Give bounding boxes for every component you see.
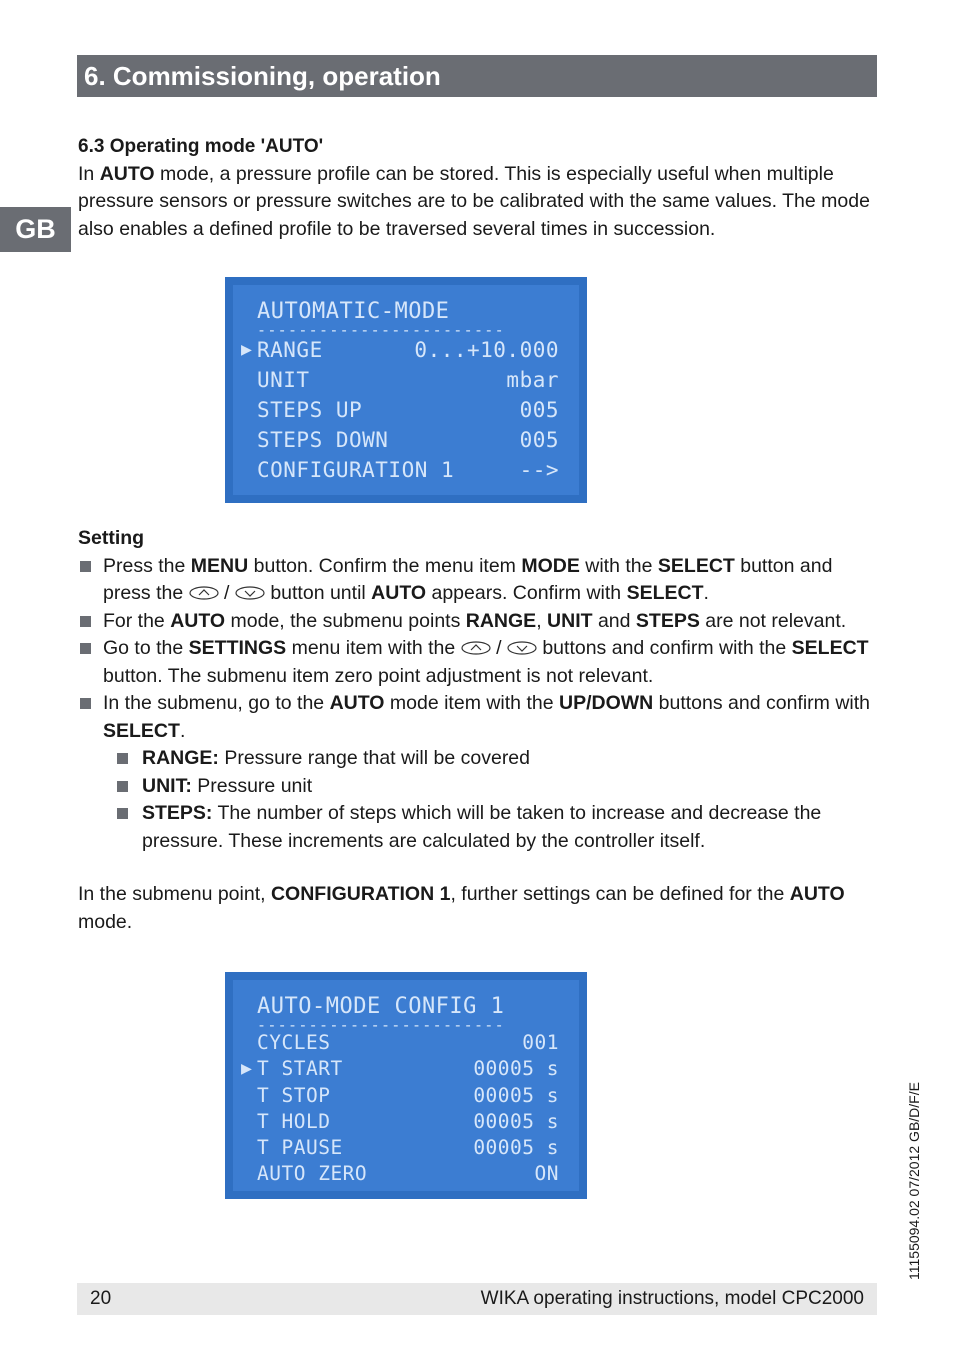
document-title: WIKA operating instructions, model CPC2000 (480, 1288, 864, 1309)
lcd-display (233, 980, 579, 1191)
language-tab: GB (0, 207, 71, 252)
lcd-row-label: T START (257, 1057, 343, 1081)
lcd-row-value: 005 (519, 398, 559, 422)
lcd-title: AUTO-MODE CONFIG 1 (257, 994, 505, 1019)
lcd-screen-auto-mode-config (225, 972, 587, 1199)
lcd-row-value: 00005 s (473, 1083, 559, 1107)
list-item: For the AUTO mode, the submenu points RANGE, UNIT and STEPS are not relevant. (78, 608, 878, 636)
lcd-row-value: --> (519, 458, 559, 482)
list-item: Press the MENU button. Confirm the menu item MODE with the SELECT button and press the / button until AUTO appears. Confirm with SELECT. (78, 553, 878, 608)
submenu-list (78, 745, 878, 855)
lcd-display (233, 285, 579, 495)
lcd-row-t-hold (241, 1109, 559, 1135)
lcd-screen-automatic-mode (225, 277, 587, 503)
lcd-row-label: CYCLES (257, 1031, 331, 1054)
list-item: RANGE: Pressure range that will be covered (103, 745, 878, 773)
lcd-row-label: STEPS DOWN (257, 428, 389, 452)
lcd-row-value: ON (534, 1162, 559, 1186)
cursor-arrow-icon: ▶ (241, 1058, 253, 1080)
lcd-row-configuration (241, 455, 559, 485)
lcd-row-value: 001 (522, 1031, 559, 1054)
lcd-row-label: CONFIGURATION 1 (257, 458, 455, 482)
config-paragraph: In the submenu point, CONFIGURATION 1, further settings can be defined for the AUTO mode. (78, 883, 845, 933)
lcd-row-value: 00005 s (473, 1109, 559, 1133)
page-content (78, 133, 878, 1199)
lcd-title: AUTOMATIC-MODE (257, 299, 450, 324)
lcd-row-label: UNIT (257, 368, 310, 392)
lcd-row-unit (241, 365, 559, 395)
lcd-row-value: 005 (519, 428, 559, 452)
lcd-row-value: mbar (506, 368, 559, 392)
lcd-row-t-start (241, 1056, 559, 1082)
section-heading: 6.3 Operating mode 'AUTO' (78, 136, 324, 157)
down-button-icon (507, 641, 537, 655)
lcd-row-label: RANGE (257, 338, 323, 362)
list-item: UNIT: Pressure unit (103, 773, 878, 801)
intro-paragraph (78, 161, 878, 244)
lcd-separator: ------------------------ (257, 325, 505, 335)
page-footer (77, 1283, 877, 1315)
document-code: 11155094.02 07/2012 GB/D/F/E (906, 1082, 922, 1280)
lcd-row-steps-up (241, 395, 559, 425)
lcd-row-value: 0...+10.000 (414, 338, 559, 362)
list-item: Go to the SETTINGS menu item with the / buttons and confirm with the SELECT button. The submenu item zero point adjustment is not relevant. (78, 635, 878, 690)
down-button-icon (235, 586, 265, 600)
lcd-row-label: T PAUSE (257, 1136, 343, 1160)
lcd-row-label: AUTO ZERO (257, 1162, 368, 1186)
lcd-row-label: T STOP (257, 1083, 331, 1107)
cursor-arrow-icon: ▶ (241, 339, 253, 360)
section-header: 6. Commissioning, operation (77, 55, 877, 97)
lcd-row-t-pause (241, 1135, 559, 1161)
setting-heading: Setting (78, 527, 145, 549)
setting-steps-list (78, 553, 878, 746)
up-button-icon (461, 641, 491, 655)
lcd-row-label: T HOLD (257, 1109, 331, 1133)
page-number: 20 (90, 1288, 112, 1309)
lcd-row-cycles (241, 1030, 559, 1056)
lcd-row-range (241, 335, 559, 365)
lcd-row-steps-down (241, 425, 559, 455)
list-item: STEPS: The number of steps which will be taken to increase and decrease the pressure. These increments are calculated by the controller itself. (103, 800, 878, 855)
lcd-separator: ------------------------ (257, 1020, 505, 1030)
list-item: In the submenu, go to the AUTO mode item with the UP/DOWN buttons and confirm with SELECT. (78, 690, 878, 745)
lcd-row-label: STEPS UP (257, 398, 363, 422)
intro-text: mode, a pressure profile can be stored. This is especially useful when multiple pressure sensors or pressure switches are to be calibrated with the same values. The mode also enables a defined profile to be traversed several times in succession. (78, 162, 870, 240)
intro-text: In (78, 162, 100, 185)
lcd-row-auto-zero (241, 1161, 559, 1187)
lcd-row-value: 00005 s (473, 1057, 559, 1081)
lcd-row-t-stop (241, 1083, 559, 1109)
lcd-row-value: 00005 s (473, 1136, 559, 1160)
intro-keyword: AUTO (99, 162, 155, 185)
up-button-icon (189, 586, 219, 600)
